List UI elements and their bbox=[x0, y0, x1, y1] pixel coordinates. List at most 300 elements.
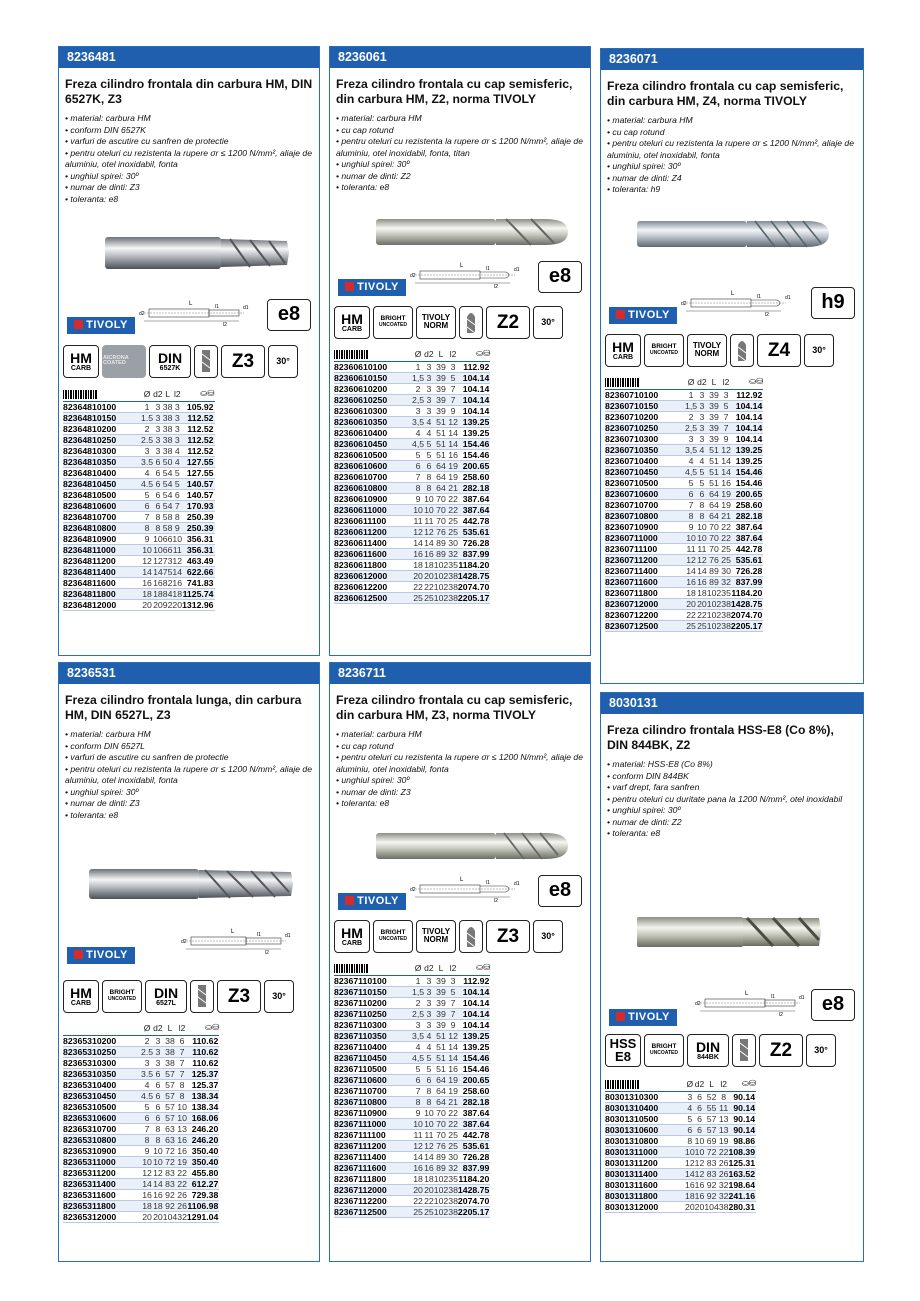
spec-item: • material: carbura HM bbox=[65, 113, 151, 123]
dimension-cell: 7 bbox=[448, 1008, 458, 1019]
dimension-cell: 6 bbox=[141, 500, 153, 511]
table-row bbox=[334, 1206, 490, 1217]
dimension-cell: 83 bbox=[704, 1168, 719, 1179]
table-header bbox=[63, 1021, 219, 1035]
article-code: 82367111000 bbox=[334, 1118, 412, 1129]
table-header bbox=[605, 1077, 756, 1091]
table-row bbox=[334, 1096, 490, 1107]
dimension-cell: 3 bbox=[697, 433, 707, 444]
dimension-cell: 64 bbox=[707, 488, 722, 499]
price-cell: 387.64 bbox=[731, 521, 763, 532]
dimension-drawing bbox=[410, 261, 520, 291]
table-row bbox=[605, 587, 763, 598]
dimension-cell: 25 bbox=[448, 526, 458, 537]
table-row bbox=[334, 1074, 490, 1085]
dimension-cell: 1 bbox=[412, 975, 424, 986]
dimension-cell: 25 bbox=[424, 1206, 434, 1217]
dimension-cell: 26 bbox=[177, 1189, 187, 1200]
article-code: 82365312000 bbox=[63, 1211, 141, 1222]
dimension-cell: 19 bbox=[721, 499, 731, 510]
dimension-cell: 4 bbox=[685, 455, 697, 466]
dimension-cell: 7 bbox=[685, 499, 697, 510]
spec-item: • material: carbura HM bbox=[607, 115, 693, 125]
price-cell: 1312.96 bbox=[182, 599, 214, 610]
dimension-cell: 7 bbox=[172, 500, 182, 511]
spec-item: • toleranta: e8 bbox=[336, 182, 390, 192]
dimension-cell: 14 bbox=[448, 1041, 458, 1052]
norm-badge: TIVOLY NORM bbox=[687, 334, 727, 367]
dimension-cell: 38 bbox=[721, 620, 731, 631]
article-code: 82360610350 bbox=[334, 416, 412, 427]
dimension-cell: 5 bbox=[685, 1113, 695, 1124]
price-coins-icon: ⛀⛁ bbox=[458, 347, 490, 361]
article-code: 82367111800 bbox=[334, 1173, 412, 1184]
article-code: 82360710400 bbox=[605, 455, 685, 466]
price-cell: 198.64 bbox=[728, 1179, 756, 1190]
article-code: 82367110700 bbox=[334, 1085, 412, 1096]
table-row bbox=[334, 438, 490, 449]
dimension-cell: 3 bbox=[685, 433, 697, 444]
dimension-cell: 10 bbox=[424, 1107, 434, 1118]
price-cell: 1184.20 bbox=[458, 559, 490, 570]
dimension-cell: 16 bbox=[448, 449, 458, 460]
norm-badge: TIVOLY NORM bbox=[416, 306, 456, 339]
dimension-cell: 10 bbox=[697, 532, 707, 543]
dimension-cell: 4 bbox=[424, 416, 434, 427]
price-cell: 112.52 bbox=[182, 423, 214, 434]
table-row bbox=[605, 433, 763, 444]
article-code: 82367111200 bbox=[334, 1140, 412, 1151]
dimension-cell: 5 bbox=[172, 467, 182, 478]
article-code: 80301310500 bbox=[605, 1113, 685, 1124]
norm-badge: DIN 6527L bbox=[145, 980, 187, 1013]
dimension-cell: 22 bbox=[718, 1146, 729, 1157]
article-code: 82364810700 bbox=[63, 511, 141, 522]
price-cell: 258.60 bbox=[731, 499, 763, 510]
dimension-cell: 3 bbox=[153, 1035, 163, 1046]
article-code: 82367110350 bbox=[334, 1030, 412, 1041]
dimension-cell: 2 bbox=[685, 411, 697, 422]
dimension-cell: 102 bbox=[433, 581, 449, 592]
article-code: 82360611100 bbox=[334, 515, 412, 526]
table-row bbox=[605, 1102, 756, 1113]
dimension-cell: 11 bbox=[424, 515, 434, 526]
dimension-cell: 58 bbox=[162, 522, 173, 533]
article-code: 82365310900 bbox=[63, 1145, 141, 1156]
article-code: 82367110900 bbox=[334, 1107, 412, 1118]
dimension-cell: 102 bbox=[433, 1195, 449, 1206]
badge-row bbox=[63, 979, 315, 1013]
dimension-cell: 102 bbox=[706, 598, 722, 609]
dimension-cell: 32 bbox=[718, 1179, 729, 1190]
dimension-cell: 16 bbox=[694, 1179, 705, 1190]
price-coins-icon: ⛀⛁ bbox=[458, 961, 490, 975]
dimension-cell: 25 bbox=[424, 592, 434, 603]
dimension-cell: 9 bbox=[141, 1145, 153, 1156]
col-header: l2 bbox=[721, 375, 731, 389]
spec-item: • pentru oteluri cu rezistenta la rupere σr ≤ 1200 N/mm², aliaje de aluminiu, otel inoxidabil, fonta bbox=[65, 763, 312, 785]
dimension-cell: 16 bbox=[153, 1189, 163, 1200]
dimension-cell: 12 bbox=[413, 526, 423, 537]
dimension-cell: 38 bbox=[163, 1046, 178, 1057]
dimension-cell: 14 bbox=[153, 1178, 163, 1189]
dimension-cell: 39 bbox=[434, 394, 449, 405]
dimension-cell: 6 bbox=[685, 488, 697, 499]
end-mill-image bbox=[65, 859, 315, 909]
article-code: 82360610700 bbox=[334, 471, 412, 482]
material-badge: HM CARB bbox=[334, 306, 370, 339]
tivoly-logo: TIVOLY bbox=[67, 947, 135, 964]
dimension-cell: 5 bbox=[721, 400, 731, 411]
dimension-cell: 6 bbox=[695, 1102, 705, 1113]
coating-badge: BRIGHT UNCOATED bbox=[644, 1034, 684, 1067]
dimension-cell: 83 bbox=[163, 1178, 178, 1189]
dimension-cell: 11 bbox=[172, 544, 182, 555]
table-row bbox=[334, 482, 490, 493]
table-row bbox=[63, 522, 215, 533]
dimension-cell: 3 bbox=[172, 434, 182, 445]
dimension-cell: 16 bbox=[413, 1162, 423, 1173]
product-title: Freza cilindro frontala cu cap semisferic, din carbura HM, Z4, norma TIVOLY bbox=[607, 79, 844, 108]
dimension-cell: 14 bbox=[721, 455, 731, 466]
spec-list bbox=[59, 107, 319, 205]
svg-text:L: L bbox=[189, 301, 193, 307]
svg-text:L: L bbox=[460, 877, 464, 883]
dimension-cell: 16 bbox=[697, 576, 707, 587]
article-code: 82360712200 bbox=[605, 609, 685, 620]
dimension-cell: 51 bbox=[434, 1063, 449, 1074]
dimension-cell: 38 bbox=[162, 445, 173, 456]
svg-text:d1: d1 bbox=[243, 305, 249, 311]
price-cell: 1291.04 bbox=[186, 1211, 219, 1222]
spec-item: • numar de dinti: Z4 bbox=[607, 172, 682, 183]
dimension-cell: 12 bbox=[424, 1140, 434, 1151]
dimension-cell: 8 bbox=[412, 1096, 424, 1107]
table-row bbox=[605, 499, 763, 510]
article-code: 82364810500 bbox=[63, 489, 141, 500]
table-row bbox=[334, 394, 490, 405]
dimension-cell: 1 bbox=[412, 361, 424, 372]
spec-item: • toleranta: e8 bbox=[607, 828, 661, 838]
dimension-cell: 32 bbox=[721, 576, 731, 587]
col-header: Ø bbox=[141, 387, 153, 401]
dimension-cell: 102 bbox=[433, 1173, 449, 1184]
tivoly-logo: TIVOLY bbox=[609, 307, 677, 324]
dimension-cell: 82 bbox=[162, 577, 173, 588]
table-row bbox=[63, 1178, 219, 1189]
product-card-8030131 bbox=[600, 692, 864, 1262]
article-code: 82360610200 bbox=[334, 383, 412, 394]
dimension-cell: 6 bbox=[697, 488, 707, 499]
table-row bbox=[63, 1101, 219, 1112]
dimension-cell: 4 bbox=[685, 1102, 695, 1113]
price-cell: 729.38 bbox=[187, 1189, 219, 1200]
price-cell: 139.25 bbox=[731, 444, 763, 455]
table-row bbox=[334, 548, 490, 559]
dimension-cell: 6 bbox=[685, 1124, 695, 1135]
dimension-cell: 66 bbox=[162, 533, 173, 544]
svg-text:l1: l1 bbox=[757, 294, 761, 300]
svg-text:d2: d2 bbox=[695, 1001, 701, 1007]
dimension-cell: 20 bbox=[142, 1211, 152, 1222]
dimension-cell: 11 bbox=[413, 1129, 423, 1140]
article-code: 82360710600 bbox=[605, 488, 685, 499]
table-row bbox=[334, 1107, 490, 1118]
dimension-cell: 13 bbox=[718, 1113, 729, 1124]
dimension-cell: 20 bbox=[694, 1201, 705, 1212]
dimension-cell: 4 bbox=[697, 444, 707, 455]
dimension-cell: 4.5 bbox=[141, 1090, 154, 1101]
dimension-cell: 18 bbox=[142, 588, 152, 599]
table-row bbox=[605, 1157, 756, 1168]
dimension-cell: 10 bbox=[424, 1118, 434, 1129]
price-cell: 250.39 bbox=[182, 511, 214, 522]
dimension-cell: 39 bbox=[434, 1019, 449, 1030]
article-code: 82360610150 bbox=[334, 372, 412, 383]
price-cell: 112.52 bbox=[182, 434, 214, 445]
helix-angle-badge: 30° bbox=[264, 980, 294, 1013]
table-row bbox=[334, 416, 490, 427]
svg-text:l1: l1 bbox=[486, 880, 490, 886]
article-code: 82365310800 bbox=[63, 1134, 141, 1145]
svg-text:l2: l2 bbox=[779, 1012, 783, 1018]
dimension-cell: 92 bbox=[163, 1200, 178, 1211]
dimension-cell: 5 bbox=[685, 477, 697, 488]
article-code: 82367112000 bbox=[334, 1184, 412, 1195]
article-code: 82364811000 bbox=[63, 544, 141, 555]
price-cell: 726.28 bbox=[731, 565, 763, 576]
dimension-cell: 102 bbox=[433, 1206, 449, 1217]
price-cell: 104.14 bbox=[731, 433, 763, 444]
price-cell: 125.37 bbox=[187, 1068, 219, 1079]
product-card-8236531 bbox=[58, 662, 320, 1262]
dimension-cell: 10 bbox=[153, 1145, 163, 1156]
coating-badge: BRIGHT UNCOATED bbox=[644, 334, 684, 367]
dimension-cell: 39 bbox=[434, 361, 449, 372]
dimension-cell: 54 bbox=[162, 478, 173, 489]
material-badge: HSS E8 bbox=[605, 1034, 641, 1067]
dimension-cell: 22 bbox=[721, 521, 731, 532]
dimension-cell: 3 bbox=[448, 361, 458, 372]
dimension-cell: 18 bbox=[153, 588, 163, 599]
dimension-cell: 9 bbox=[721, 433, 731, 444]
dimension-cell: 16 bbox=[153, 577, 163, 588]
dimension-cell: 16 bbox=[424, 1162, 434, 1173]
dimension-cell: 19 bbox=[448, 471, 458, 482]
table-row bbox=[63, 544, 215, 555]
dimension-cell: 14 bbox=[413, 537, 423, 548]
price-cell: 138.34 bbox=[187, 1090, 219, 1101]
dimension-cell: 3 bbox=[424, 1008, 434, 1019]
dimension-cell: 39 bbox=[707, 433, 722, 444]
dimension-cell: 6 bbox=[412, 460, 424, 471]
table-row bbox=[605, 1091, 756, 1102]
dimension-cell: 70 bbox=[707, 532, 722, 543]
dimension-cell: 12 bbox=[697, 554, 707, 565]
price-cell: 112.52 bbox=[182, 412, 214, 423]
price-cell: 138.34 bbox=[187, 1101, 219, 1112]
dimension-cell: 6 bbox=[153, 1101, 163, 1112]
table-row bbox=[605, 1135, 756, 1146]
product-card-8236071 bbox=[600, 48, 864, 684]
dimension-cell: 51 bbox=[707, 455, 722, 466]
helix-angle-badge: 30° bbox=[533, 306, 563, 339]
dimension-cell: 25 bbox=[448, 515, 458, 526]
article-code: 82367110150 bbox=[334, 986, 412, 997]
dimension-cell: 38 bbox=[448, 1195, 458, 1206]
dimension-cell: 10 bbox=[424, 504, 434, 515]
price-cell: 104.14 bbox=[458, 986, 490, 997]
dimension-cell: 2 bbox=[141, 423, 153, 434]
dimension-cell: 5 bbox=[697, 477, 707, 488]
article-code: 82365310450 bbox=[63, 1090, 141, 1101]
dimension-cell: 3 bbox=[424, 361, 434, 372]
spec-item: • varfuri de ascutire cu sanfren de protectie bbox=[65, 752, 229, 762]
dimension-cell: 70 bbox=[434, 504, 449, 515]
dimension-cell: 14 bbox=[142, 566, 152, 577]
table-row bbox=[63, 1057, 219, 1068]
dimension-cell: 38 bbox=[162, 434, 173, 445]
article-code: 82364811400 bbox=[63, 566, 141, 577]
tivoly-logo: TIVOLY bbox=[67, 317, 135, 334]
dimension-cell: 38 bbox=[448, 1184, 458, 1195]
price-cell: 535.61 bbox=[731, 554, 763, 565]
article-code: 82364811600 bbox=[63, 577, 141, 588]
dimension-cell: 39 bbox=[434, 997, 449, 1008]
teeth-badge: Z2 bbox=[486, 306, 530, 339]
col-header: d2 bbox=[424, 961, 434, 975]
dimension-cell: 9 bbox=[412, 493, 424, 504]
dimension-cell: 8 bbox=[697, 499, 707, 510]
dimension-cell: 14 bbox=[153, 566, 163, 577]
article-code: 82365310350 bbox=[63, 1068, 141, 1079]
table-row bbox=[63, 1167, 219, 1178]
dimension-cell: 18 bbox=[153, 1200, 163, 1211]
price-cell: 105.92 bbox=[182, 401, 214, 412]
dimension-cell: 6 bbox=[153, 456, 163, 467]
table-header bbox=[605, 375, 763, 389]
table-row bbox=[63, 1145, 219, 1156]
dimension-cell: 10 bbox=[142, 544, 152, 555]
table-row bbox=[63, 478, 215, 489]
dimension-cell: 3 bbox=[153, 445, 163, 456]
dimension-cell: 3 bbox=[153, 401, 163, 412]
article-code: 82367110200 bbox=[334, 997, 412, 1008]
dimension-cell: 12 bbox=[413, 1140, 423, 1151]
price-cell: 741.83 bbox=[182, 577, 214, 588]
svg-text:d1: d1 bbox=[799, 995, 805, 1001]
table-row bbox=[334, 1008, 490, 1019]
dimension-cell: 12 bbox=[694, 1168, 705, 1179]
article-code: 80301312000 bbox=[605, 1201, 685, 1212]
dimension-cell: 89 bbox=[707, 576, 722, 587]
svg-text:L: L bbox=[731, 291, 735, 297]
table-row bbox=[605, 510, 763, 521]
dimension-cell: 3 bbox=[424, 986, 434, 997]
price-cell: 356.31 bbox=[182, 544, 214, 555]
spec-item: • unghiul spirei: 30º bbox=[607, 805, 681, 815]
price-cell: 282.18 bbox=[731, 510, 763, 521]
product-card-8236711 bbox=[329, 662, 591, 1262]
svg-text:l2: l2 bbox=[494, 284, 498, 290]
article-code: 82364810300 bbox=[63, 445, 141, 456]
dimension-cell: 16 bbox=[142, 577, 152, 588]
tolerance-badge: e8 bbox=[538, 875, 582, 907]
dimension-cell: 75 bbox=[162, 566, 173, 577]
dimension-cell: 9 bbox=[448, 405, 458, 416]
price-cell: 170.93 bbox=[182, 500, 214, 511]
dimension-cell: 8 bbox=[141, 522, 153, 533]
table-row bbox=[605, 411, 763, 422]
dimension-cell: 30 bbox=[448, 1151, 458, 1162]
article-code: 82365310300 bbox=[63, 1057, 141, 1068]
dimension-cell: 2,5 bbox=[412, 1008, 425, 1019]
article-code: 82365310600 bbox=[63, 1112, 141, 1123]
article-code: 82360611600 bbox=[334, 548, 412, 559]
dimension-cell: 70 bbox=[707, 521, 722, 532]
article-code: 82360711200 bbox=[605, 554, 685, 565]
spec-item: • numar de dinti: Z3 bbox=[65, 798, 140, 808]
dimension-cell: 57 bbox=[163, 1101, 178, 1112]
product-code: 8236711 bbox=[330, 663, 590, 684]
dimension-cell: 8 bbox=[172, 511, 182, 522]
spec-item: • cu cap rotund bbox=[336, 740, 394, 751]
article-code: 82367110300 bbox=[334, 1019, 412, 1030]
article-code: 82360610400 bbox=[334, 427, 412, 438]
article-code: 82360610900 bbox=[334, 493, 412, 504]
dimension-cell: 9 bbox=[448, 1019, 458, 1030]
article-code: 80301310400 bbox=[605, 1102, 685, 1113]
price-cell: 1428.75 bbox=[730, 598, 763, 609]
dimension-cell: 102 bbox=[433, 1184, 449, 1195]
svg-text:l2: l2 bbox=[765, 312, 769, 318]
price-cell: 110.62 bbox=[187, 1035, 219, 1046]
dimension-cell: 18 bbox=[142, 1200, 152, 1211]
dimension-cell: 3 bbox=[697, 400, 707, 411]
table-row bbox=[334, 1019, 490, 1030]
dimension-cell: 63 bbox=[163, 1123, 178, 1134]
dimension-cell: 14 bbox=[448, 438, 458, 449]
dimension-cell: 54 bbox=[162, 467, 173, 478]
dimension-cell: 76 bbox=[434, 1140, 449, 1151]
dimension-cell: 57 bbox=[163, 1068, 178, 1079]
table-row bbox=[334, 986, 490, 997]
spec-item: • cu cap rotund bbox=[607, 126, 665, 137]
price-cell: 140.57 bbox=[182, 489, 214, 500]
table-header bbox=[334, 347, 490, 361]
article-code: 82360710450 bbox=[605, 466, 685, 477]
dimension-cell: 3,5 bbox=[412, 1030, 425, 1041]
dimension-cell: 20 bbox=[686, 598, 696, 609]
dimension-cell: 16 bbox=[177, 1134, 187, 1145]
article-code: 82367110100 bbox=[334, 975, 412, 986]
table-row bbox=[605, 444, 763, 455]
dimension-cell: 89 bbox=[434, 1162, 449, 1173]
dimension-cell: 6 bbox=[153, 1112, 163, 1123]
table-row bbox=[334, 1195, 490, 1206]
price-cell: 455.80 bbox=[187, 1167, 219, 1178]
dimension-cell: 22 bbox=[448, 1107, 458, 1118]
price-cell: 154.46 bbox=[458, 438, 490, 449]
dimension-cell: 39 bbox=[434, 405, 449, 416]
price-cell: 154.46 bbox=[731, 466, 763, 477]
dimension-cell: 13 bbox=[177, 1123, 187, 1134]
dimension-cell: 18 bbox=[686, 587, 696, 598]
dimension-cell: 8 bbox=[153, 1134, 163, 1145]
dimension-cell: 8 bbox=[424, 1085, 434, 1096]
dimension-cell: 72 bbox=[163, 1156, 178, 1167]
table-row bbox=[63, 555, 215, 566]
